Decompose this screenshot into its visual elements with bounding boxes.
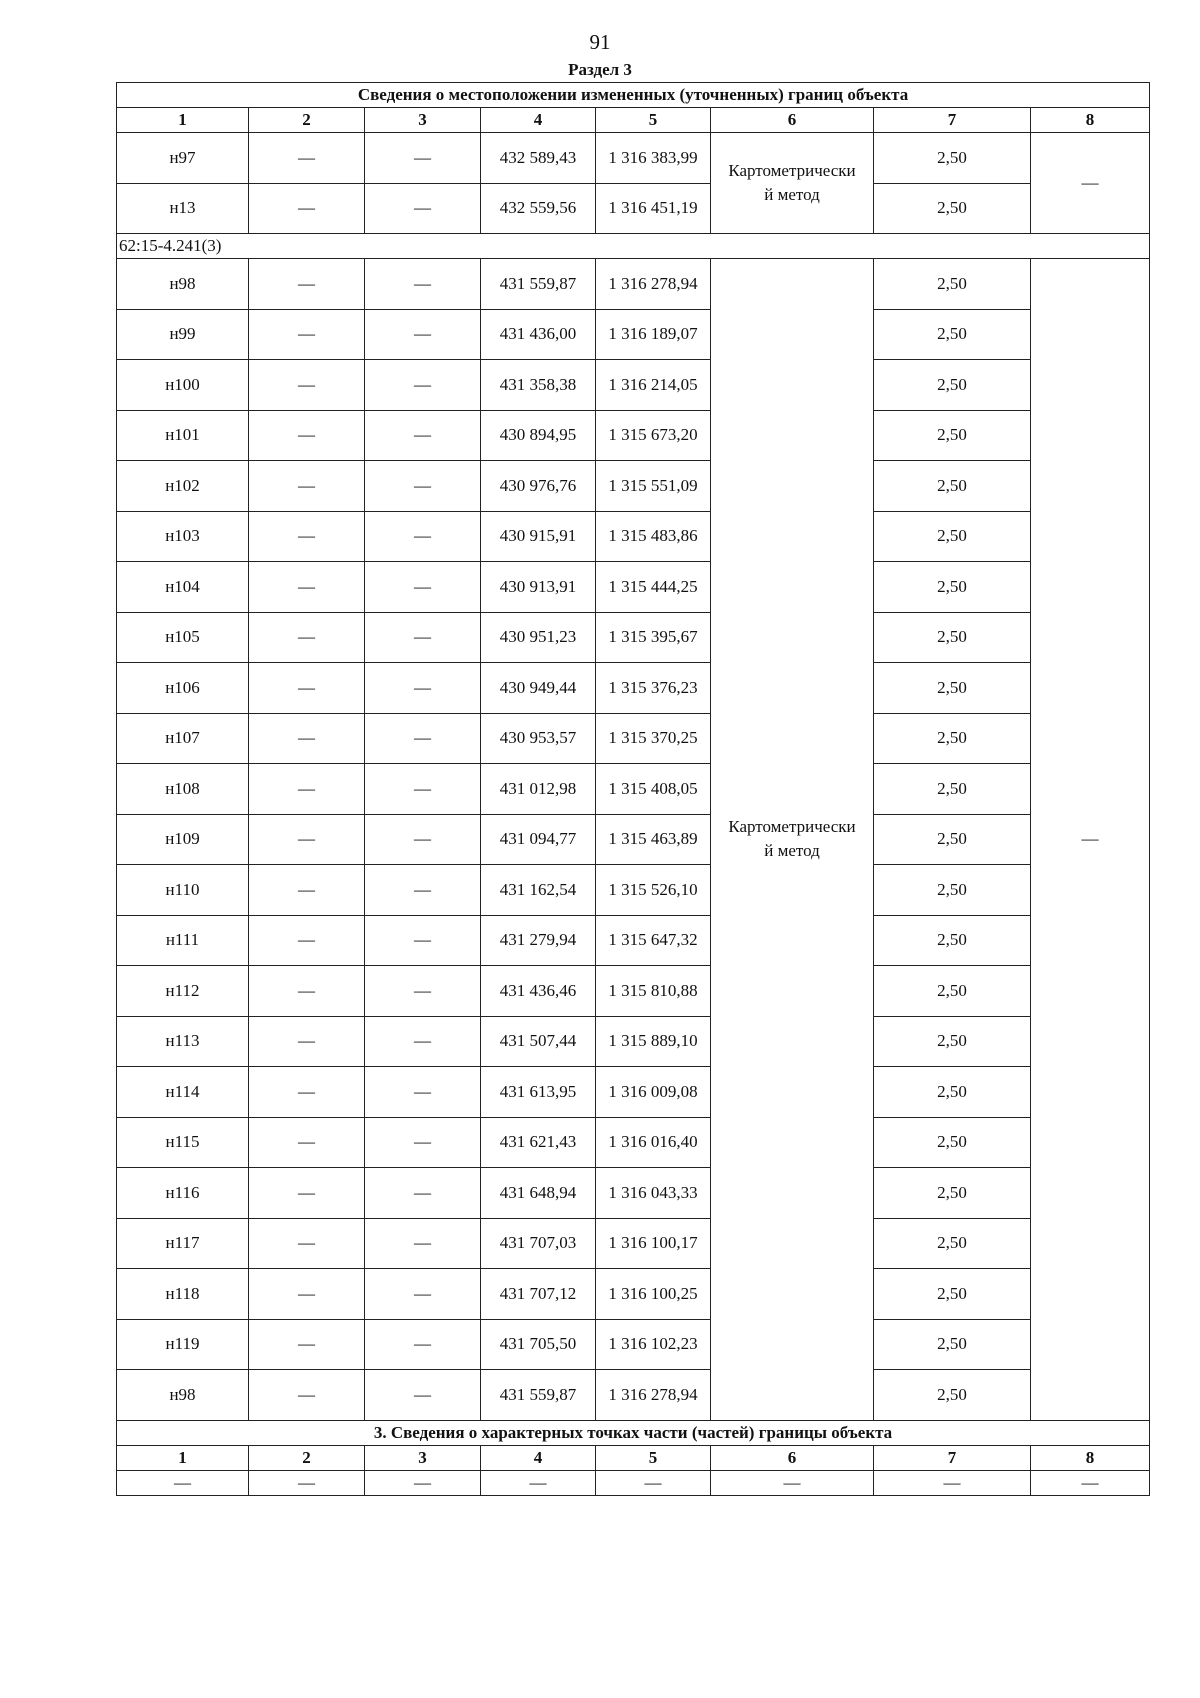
point-name: н104 [117, 562, 249, 613]
coordinate-y: 1 316 009,08 [596, 1067, 711, 1118]
coordinate-y: 1 315 483,86 [596, 511, 711, 562]
coordinate-y: 1 315 444,25 [596, 562, 711, 613]
column-header: 6 [711, 1445, 874, 1470]
column-header: 4 [481, 1445, 596, 1470]
table-row [117, 865, 1150, 916]
coordinate-x: 430 894,95 [481, 410, 596, 461]
empty-value: — [365, 663, 481, 714]
empty-value: — [249, 461, 365, 512]
coordinate-y: 1 315 463,89 [596, 814, 711, 865]
coordinate-y: 1 315 647,32 [596, 915, 711, 966]
empty-value: — [365, 133, 481, 184]
method-line: Картометрически [728, 161, 856, 180]
empty-value: — [365, 764, 481, 815]
column-header: 3 [365, 108, 481, 133]
empty-value: — [249, 966, 365, 1017]
coordinate-y: 1 316 100,17 [596, 1218, 711, 1269]
coordinate-y: 1 316 043,33 [596, 1168, 711, 1219]
table-row [117, 1370, 1150, 1421]
empty-value: — [481, 1470, 596, 1495]
point-name: н111 [117, 915, 249, 966]
coordinate-y: 1 315 526,10 [596, 865, 711, 916]
column-header: 2 [249, 1445, 365, 1470]
accuracy-value: 2,50 [874, 1269, 1031, 1320]
table-row [117, 309, 1150, 360]
point-name: н101 [117, 410, 249, 461]
empty-value: — [249, 1319, 365, 1370]
empty-value: — [249, 915, 365, 966]
accuracy-value: 2,50 [874, 183, 1031, 234]
column-header: 7 [874, 108, 1031, 133]
coordinate-y: 1 316 278,94 [596, 259, 711, 310]
point-name: н13 [117, 183, 249, 234]
point-name: н109 [117, 814, 249, 865]
page-number: 91 [589, 30, 611, 54]
measurement-method [711, 133, 874, 234]
point-name: н119 [117, 1319, 249, 1370]
point-name: н103 [117, 511, 249, 562]
accuracy-value: 2,50 [874, 511, 1031, 562]
point-name: н98 [117, 1370, 249, 1421]
column-header: 8 [1031, 1445, 1150, 1470]
coordinate-y: 1 315 395,67 [596, 612, 711, 663]
empty-value: — [365, 1269, 481, 1320]
empty-value: — [249, 1016, 365, 1067]
empty-value: — [249, 1269, 365, 1320]
point-name: н116 [117, 1168, 249, 1219]
empty-value: — [1031, 1470, 1150, 1495]
table-row [117, 1269, 1150, 1320]
coordinate-y: 1 316 214,05 [596, 360, 711, 411]
column-header: 6 [711, 108, 874, 133]
part-header-row [117, 1445, 1150, 1470]
coordinate-x: 431 012,98 [481, 764, 596, 815]
empty-value: — [249, 663, 365, 714]
empty-value: — [365, 511, 481, 562]
point-name: н97 [117, 133, 249, 184]
coordinate-y: 1 316 383,99 [596, 133, 711, 184]
empty-value: — [249, 1067, 365, 1118]
empty-value: — [365, 410, 481, 461]
coordinate-y: 1 315 673,20 [596, 410, 711, 461]
accuracy-value: 2,50 [874, 612, 1031, 663]
coordinate-x: 431 559,87 [481, 1370, 596, 1421]
empty-value: — [365, 1016, 481, 1067]
empty-value: — [365, 461, 481, 512]
coordinate-x: 431 436,46 [481, 966, 596, 1017]
point-name: н108 [117, 764, 249, 815]
coordinate-x: 432 559,56 [481, 183, 596, 234]
empty-value: — [249, 410, 365, 461]
empty-value: — [249, 309, 365, 360]
coordinate-x: 430 949,44 [481, 663, 596, 714]
point-name: н118 [117, 1269, 249, 1320]
coordinate-x: 430 953,57 [481, 713, 596, 764]
empty-value: — [249, 133, 365, 184]
accuracy-value: 2,50 [874, 1067, 1031, 1118]
empty-value: — [249, 612, 365, 663]
empty-value: — [365, 612, 481, 663]
coordinate-y: 1 315 551,09 [596, 461, 711, 512]
empty-value: — [365, 259, 481, 310]
empty-value: — [365, 562, 481, 613]
table-row [117, 966, 1150, 1017]
measurement-method [711, 259, 874, 1421]
coordinate-y: 1 316 451,19 [596, 183, 711, 234]
coordinate-x: 430 976,76 [481, 461, 596, 512]
coordinate-x: 430 915,91 [481, 511, 596, 562]
coordinate-y: 1 316 100,25 [596, 1269, 711, 1320]
column-header: 5 [596, 108, 711, 133]
table-row [117, 915, 1150, 966]
empty-value: — [365, 1319, 481, 1370]
accuracy-value: 2,50 [874, 562, 1031, 613]
table-row [117, 663, 1150, 714]
empty-value: — [365, 713, 481, 764]
coordinate-x: 431 613,95 [481, 1067, 596, 1118]
table-row [117, 713, 1150, 764]
coordinate-x: 431 707,12 [481, 1269, 596, 1320]
accuracy-value: 2,50 [874, 865, 1031, 916]
table-row [117, 183, 1150, 234]
accuracy-value: 2,50 [874, 1016, 1031, 1067]
table-caption: Сведения о местоположении измененных (уточненных) границ объекта [117, 83, 1150, 108]
object-row [117, 234, 1150, 259]
column-header: 5 [596, 1445, 711, 1470]
accuracy-value: 2,50 [874, 133, 1031, 184]
table-row [117, 1218, 1150, 1269]
point-name: н99 [117, 309, 249, 360]
coordinate-x: 431 621,43 [481, 1117, 596, 1168]
table-row [117, 511, 1150, 562]
coordinate-y: 1 316 278,94 [596, 1370, 711, 1421]
coordinate-x: 431 279,94 [481, 915, 596, 966]
table-row [117, 133, 1150, 184]
empty-value: — [249, 259, 365, 310]
empty-value: — [249, 183, 365, 234]
table-row [117, 562, 1150, 613]
accuracy-value: 2,50 [874, 764, 1031, 815]
empty-value: — [365, 915, 481, 966]
coordinate-y: 1 315 408,05 [596, 764, 711, 815]
point-name: н112 [117, 966, 249, 1017]
accuracy-value: 2,50 [874, 1117, 1031, 1168]
point-name: н107 [117, 713, 249, 764]
empty-value: — [249, 764, 365, 815]
accuracy-value: 2,50 [874, 461, 1031, 512]
method-line: Картометрически [728, 817, 856, 837]
part-row [117, 1470, 1150, 1495]
accuracy-value: 2,50 [874, 814, 1031, 865]
table-row [117, 612, 1150, 663]
point-name: н105 [117, 612, 249, 663]
empty-value: — [365, 1117, 481, 1168]
point-name: н113 [117, 1016, 249, 1067]
empty-value: — [711, 1470, 874, 1495]
method-line: й метод [764, 185, 820, 204]
accuracy-value: 2,50 [874, 663, 1031, 714]
accuracy-value: 2,50 [874, 915, 1031, 966]
point-name: н114 [117, 1067, 249, 1118]
coordinate-x: 431 648,94 [481, 1168, 596, 1219]
coordinate-x: 431 436,00 [481, 309, 596, 360]
coordinate-x: 431 707,03 [481, 1218, 596, 1269]
coordinate-x: 431 507,44 [481, 1016, 596, 1067]
accuracy-value: 2,50 [874, 259, 1031, 310]
coordinate-x: 431 094,77 [481, 814, 596, 865]
coordinate-y: 1 316 016,40 [596, 1117, 711, 1168]
coordinate-x: 431 559,87 [481, 259, 596, 310]
table-row [117, 814, 1150, 865]
point-name: н117 [117, 1218, 249, 1269]
column-header: 8 [1031, 108, 1150, 133]
coordinate-x: 430 951,23 [481, 612, 596, 663]
empty-value: — [249, 562, 365, 613]
table-row [117, 360, 1150, 411]
point-name: н106 [117, 663, 249, 714]
coordinate-y: 1 316 189,07 [596, 309, 711, 360]
empty-value: — [365, 183, 481, 234]
empty-value: — [874, 1470, 1031, 1495]
table-row [117, 764, 1150, 815]
accuracy-value: 2,50 [874, 360, 1031, 411]
coordinate-x: 431 358,38 [481, 360, 596, 411]
table-row [117, 1168, 1150, 1219]
point-name: н115 [117, 1117, 249, 1168]
empty-value: — [365, 360, 481, 411]
part-caption: 3. Сведения о характерных точках части (частей) границы объекта [117, 1420, 1150, 1445]
empty-value: — [365, 966, 481, 1017]
table-row [117, 461, 1150, 512]
point-name: н100 [117, 360, 249, 411]
empty-value: — [249, 814, 365, 865]
empty-value: — [249, 360, 365, 411]
empty-value: — [249, 1117, 365, 1168]
coordinate-x: 431 705,50 [481, 1319, 596, 1370]
object-label: 62:15-4.241(3) [117, 234, 1150, 259]
empty-value: — [365, 1218, 481, 1269]
coordinate-y: 1 316 102,23 [596, 1319, 711, 1370]
coordinate-y: 1 315 370,25 [596, 713, 711, 764]
empty-value: — [365, 814, 481, 865]
empty-value: — [596, 1470, 711, 1495]
empty-value: — [365, 1470, 481, 1495]
accuracy-value: 2,50 [874, 309, 1031, 360]
empty-value: — [365, 1370, 481, 1421]
empty-value: — [365, 865, 481, 916]
accuracy-value: 2,50 [874, 1168, 1031, 1219]
empty-value: — [249, 511, 365, 562]
point-name: н110 [117, 865, 249, 916]
table-row [117, 1319, 1150, 1370]
accuracy-value: 2,50 [874, 1370, 1031, 1421]
accuracy-value: 2,50 [874, 1218, 1031, 1269]
empty-value: — [249, 713, 365, 764]
table-row [117, 1117, 1150, 1168]
coordinate-x: 431 162,54 [481, 865, 596, 916]
table-row [117, 1067, 1150, 1118]
coordinate-y: 1 315 810,88 [596, 966, 711, 1017]
empty-value: — [249, 1470, 365, 1495]
empty-value: — [249, 865, 365, 916]
empty-value: — [249, 1218, 365, 1269]
empty-value: — [365, 1168, 481, 1219]
coordinate-x: 432 589,43 [481, 133, 596, 184]
empty-value: — [365, 1067, 481, 1118]
empty-value: — [117, 1470, 249, 1495]
method-line: й метод [764, 841, 820, 861]
point-name: н102 [117, 461, 249, 512]
accuracy-value: 2,50 [874, 966, 1031, 1017]
coordinate-y: 1 315 376,23 [596, 663, 711, 714]
empty-value: — [249, 1168, 365, 1219]
accuracy-value: 2,50 [874, 410, 1031, 461]
empty-value: — [249, 1370, 365, 1421]
coordinate-y: 1 315 889,10 [596, 1016, 711, 1067]
table-row [117, 259, 1150, 310]
column-header: 3 [365, 1445, 481, 1470]
boundary-description: — [1031, 133, 1150, 234]
accuracy-value: 2,50 [874, 1319, 1031, 1370]
table-row [117, 1016, 1150, 1067]
coordinate-x: 430 913,91 [481, 562, 596, 613]
accuracy-value: 2,50 [874, 713, 1031, 764]
column-header: 7 [874, 1445, 1031, 1470]
boundary-description: — [1031, 259, 1150, 1421]
column-header: 2 [249, 108, 365, 133]
empty-value: — [365, 309, 481, 360]
section-title: Раздел 3 [568, 60, 632, 79]
column-header: 4 [481, 108, 596, 133]
boundary-table [116, 82, 1150, 1496]
header-row [117, 108, 1150, 133]
table-row [117, 410, 1150, 461]
part-caption-row [117, 1420, 1150, 1445]
column-header: 1 [117, 1445, 249, 1470]
point-name: н98 [117, 259, 249, 310]
column-header: 1 [117, 108, 249, 133]
